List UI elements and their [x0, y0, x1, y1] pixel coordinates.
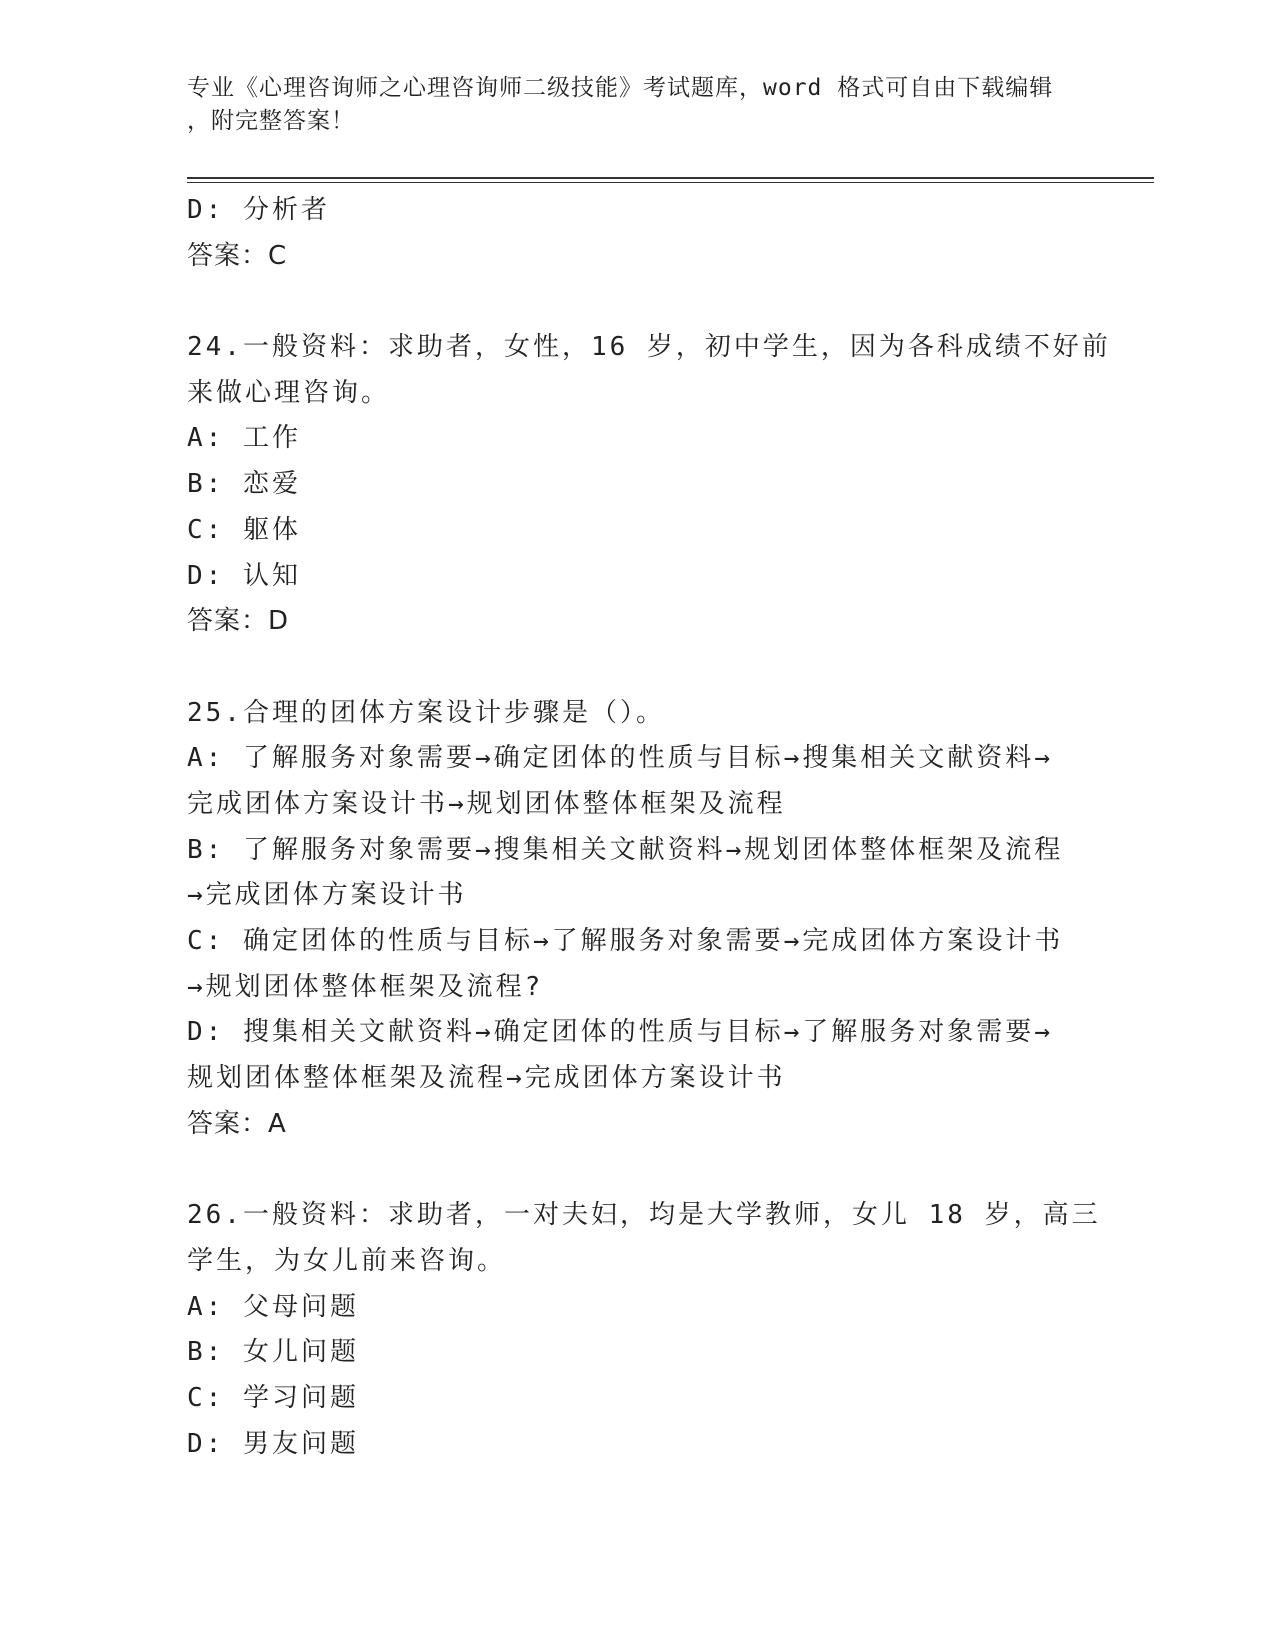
question-list	[187, 188, 1111, 1467]
page-header	[187, 72, 1087, 138]
header-title-line-2: ，附完整答案！	[187, 108, 355, 134]
option-b-line-1: B: 了解服务对象需要→搜集相关文献资料→规划团体整体框架及流程	[187, 834, 1064, 865]
question-26	[187, 1193, 1101, 1467]
option-b-line-2: →完成团体方案设计书	[187, 880, 467, 911]
question-stem-line-2: 来做心理咨询。	[187, 377, 391, 408]
option-c-line-1: C: 确定团体的性质与目标→了解服务对象需要→完成团体方案设计书	[187, 926, 1064, 956]
question-stem: 25.合理的团体方案设计步骤是（）。	[187, 697, 665, 728]
option-d: D: 男友问题	[187, 1428, 359, 1459]
answer-label: 答案：C	[187, 240, 288, 271]
header-title-line-1: 专业《心理咨询师之心理咨询师二级技能》考试题库，word 格式可自由下载编辑	[187, 75, 1054, 101]
question-stem-line-2: 学生，为女儿前来咨询。	[187, 1245, 507, 1276]
option-a: A: 父母问题	[187, 1291, 359, 1322]
header-divider-thin	[187, 182, 1154, 183]
option-d: D: 认知	[187, 560, 301, 591]
question-stem-line-1: 24.一般资料：求助者，女性，16 岁，初中学生，因为各科成绩不好前	[187, 332, 1111, 363]
spacer	[187, 1147, 1087, 1193]
question-stem-line-1: 26.一般资料：求助者，一对夫妇，均是大学教师，女儿 18 岁，高三	[187, 1200, 1101, 1231]
question-25	[187, 691, 1087, 1148]
question-23	[187, 188, 1087, 279]
question-24	[187, 325, 1111, 645]
option-a: A: 工作	[187, 423, 301, 454]
option-c-line-2: →规划团体整体框架及流程?	[187, 971, 544, 1002]
answer-label: 答案：A	[187, 1108, 287, 1139]
header-divider-thick	[187, 177, 1154, 179]
option-b: B: 恋爱	[187, 469, 301, 500]
option-b: B: 女儿问题	[187, 1337, 359, 1368]
option-a-line-1: A: 了解服务对象需要→确定团体的性质与目标→搜集相关文献资料→	[187, 743, 1053, 774]
option-d: D: 分析者	[187, 195, 330, 225]
option-a-line-2: 完成团体方案设计书→规划团体整体框架及流程	[187, 788, 786, 819]
spacer	[187, 279, 1087, 325]
spacer	[187, 645, 1087, 691]
option-d-line-2: 规划团体整体框架及流程→完成团体方案设计书	[187, 1063, 786, 1094]
option-d-line-1: D: 搜集相关文献资料→确定团体的性质与目标→了解服务对象需要→	[187, 1017, 1053, 1048]
answer-label: 答案：D	[187, 606, 290, 637]
option-c: C: 躯体	[187, 514, 301, 545]
option-c: C: 学习问题	[187, 1382, 359, 1413]
